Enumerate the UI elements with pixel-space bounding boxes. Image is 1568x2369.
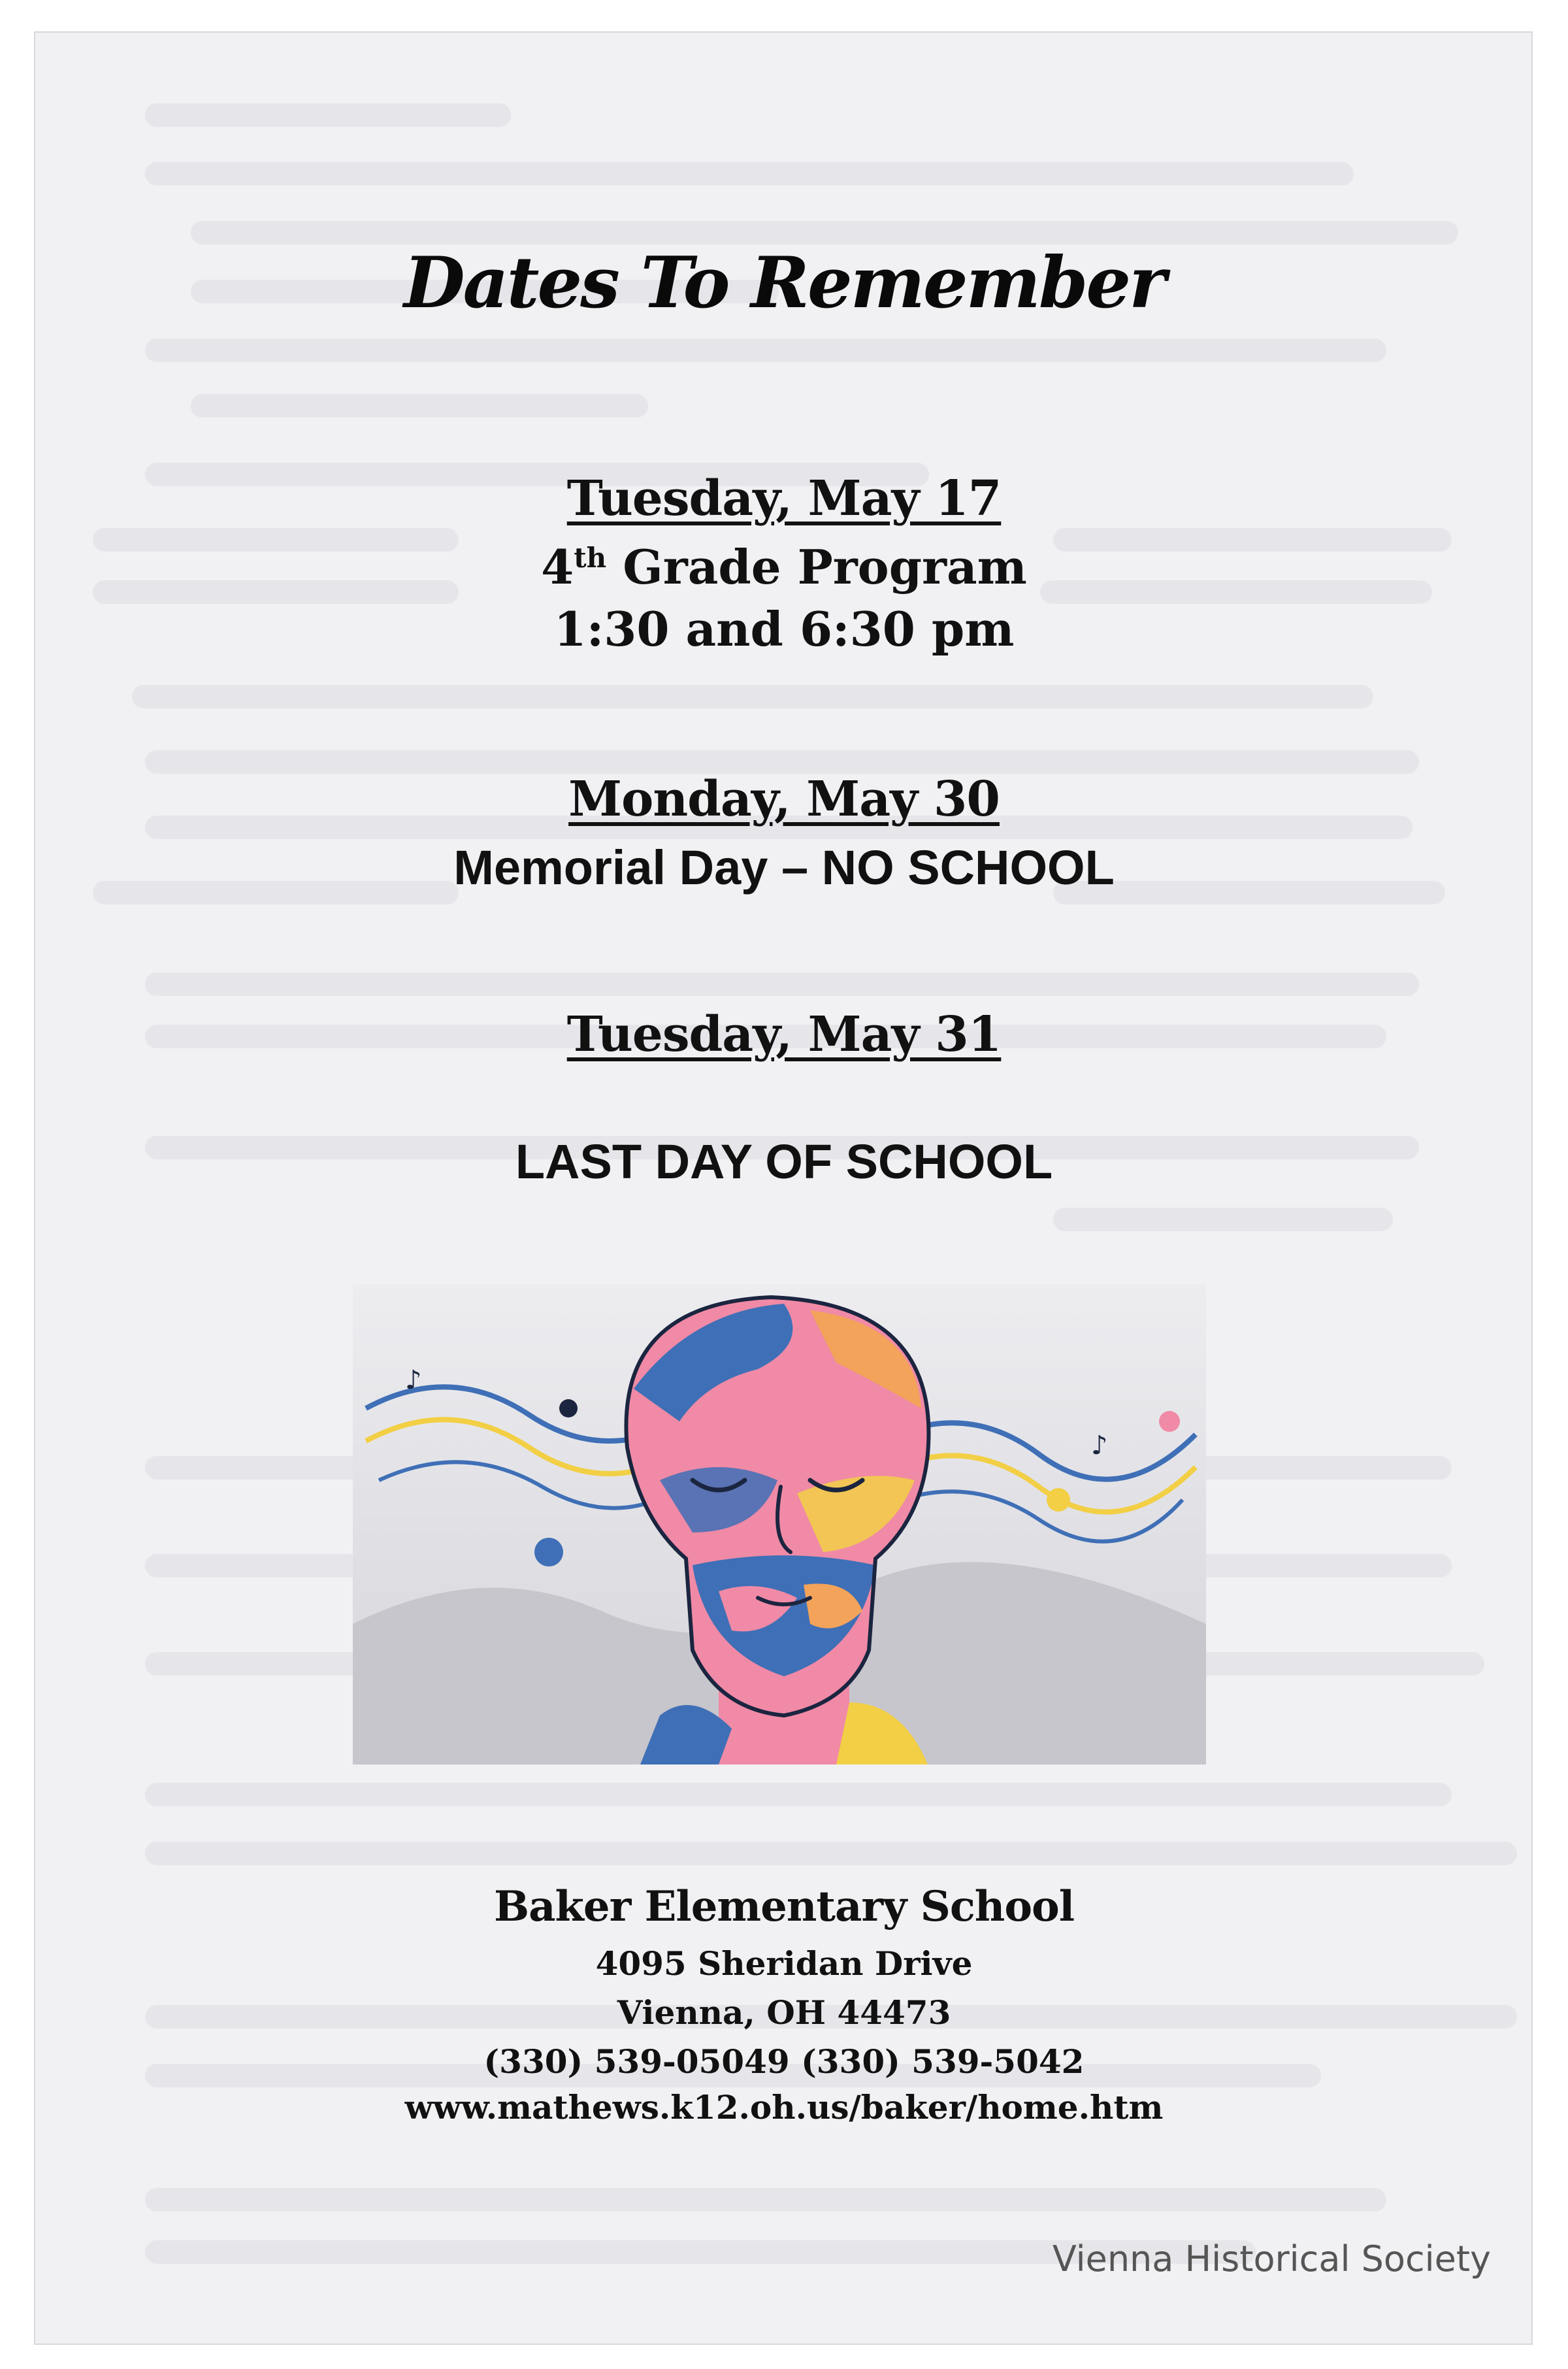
event-date-2: Monday, May 30 bbox=[568, 771, 1000, 827]
watermark-credit: Vienna Historical Society bbox=[1052, 2238, 1491, 2279]
school-website: www.mathews.k12.oh.us/baker/home.htm bbox=[404, 2088, 1164, 2127]
grade-number: 4 bbox=[541, 539, 574, 595]
event-2-line-1: Memorial Day – NO SCHOOL bbox=[453, 840, 1115, 895]
listening-face-illustration bbox=[353, 1284, 1206, 1764]
school-city: Vienna, OH 44473 bbox=[617, 1993, 951, 2032]
grade-suffix: th bbox=[574, 542, 607, 574]
event-date-1: Tuesday, May 17 bbox=[566, 471, 1002, 527]
school-phones: (330) 539-05049 (330) 539-5042 bbox=[483, 2042, 1085, 2081]
grade-program-label: Grade Program bbox=[623, 539, 1027, 595]
svg-text:♪: ♪ bbox=[405, 1365, 422, 1395]
event-1-line-1 bbox=[0, 539, 1568, 595]
school-name: Baker Elementary School bbox=[493, 1882, 1075, 1931]
svg-text:♪: ♪ bbox=[1091, 1431, 1108, 1461]
school-street: 4095 Sheridan Drive bbox=[595, 1944, 973, 1983]
event-3-line-1: LAST DAY OF SCHOOL bbox=[515, 1135, 1053, 1189]
event-1-line-2: 1:30 and 6:30 pm bbox=[553, 601, 1015, 657]
event-date-3: Tuesday, May 31 bbox=[566, 1006, 1002, 1063]
page-title: Dates To Remember bbox=[403, 242, 1165, 324]
